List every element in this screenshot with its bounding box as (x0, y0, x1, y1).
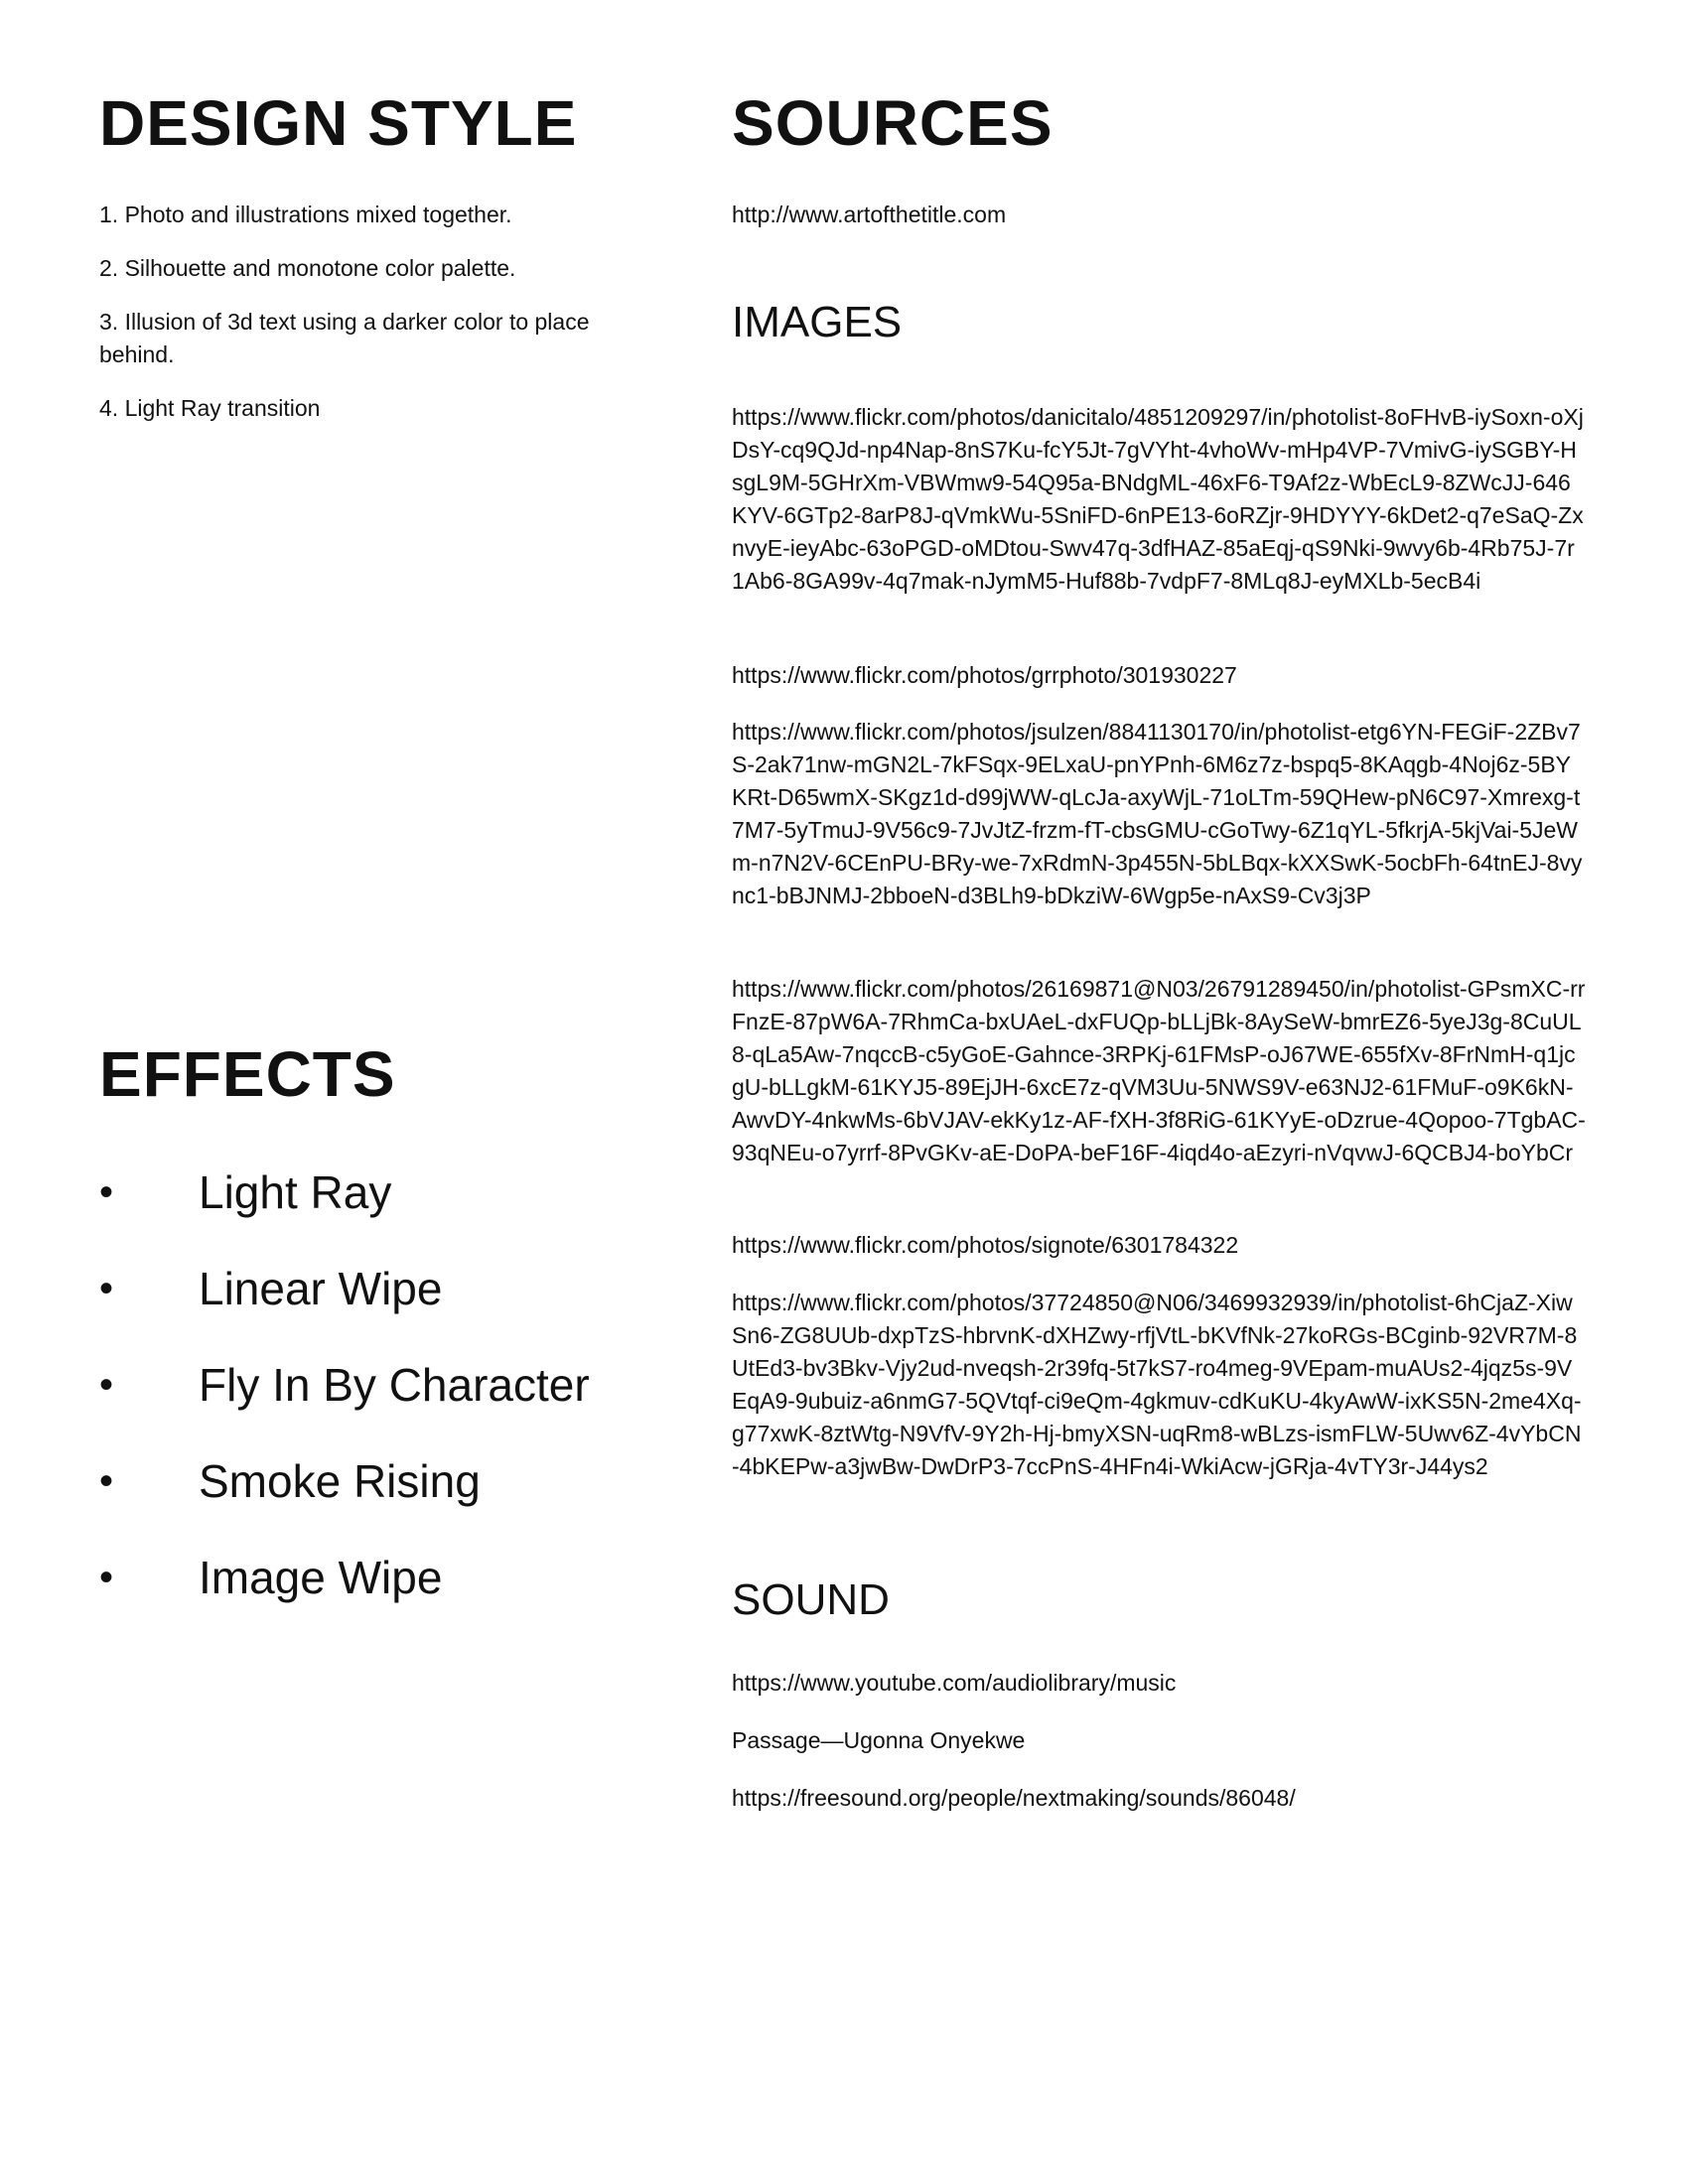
design-style-heading: DESIGN STYLE (99, 87, 578, 159)
bullet-icon: • (99, 1556, 114, 1599)
bullet-icon: • (99, 1363, 114, 1407)
sources-link[interactable]: http://www.artofthetitle.com (732, 202, 1007, 227)
effects-item-label: Light Ray (199, 1166, 392, 1218)
effects-item-smoke-rising (99, 1433, 590, 1530)
effects-item-image-wipe (99, 1530, 590, 1626)
sound-credit: Passage—Ugonna Onyekwe (732, 1727, 1026, 1753)
bullet-icon: • (99, 1170, 114, 1214)
design-style-item-3: 3. Illusion of 3d text using a darker color to place behind. (99, 309, 590, 367)
design-style-item-4: 4. Light Ray transition (99, 395, 321, 421)
effects-item-label: Smoke Rising (199, 1455, 481, 1507)
images-link-4[interactable]: https://www.flickr.com/photos/26169871@N03/26791289450/in/photolist-GPsmXC-rrFnzE-87pW6A-7RhmCa-bxUAeL-dxFUQp-bLLjBk-8AySeW-bmrEZ6-5yeJ3g-8CuUL8-qLa5Aw-7nqccB-c5yGoE-Gahnce-3RPKj-61FMsP-oJ67WE-655fXv-8FrNmH-q1jcgU-bLLgkM-61KYJ5-89EjJH-6xcE7z-qVM3Uu-5NWS9V-e63NJ2-61FMuF-o9K6kN-AwvDY-4nkwMs-6bVJAV-ekKy1z-AF-fXH-3f8RiG-61KYyE-oDzrue-4Qopoo-7TgbAC-93qNEu-o7yrrf-8PvGKv-aE-DoPA-beF16F-4iqd4o-aEzyri-nVqvwJ-6QCBJ4-boYbCr (732, 976, 1586, 1165)
sound-heading: SOUND (732, 1575, 890, 1624)
effects-item-fly-in (99, 1337, 590, 1433)
sources-heading: SOURCES (732, 87, 1054, 159)
effects-item-label: Image Wipe (199, 1552, 443, 1603)
design-style-list (99, 199, 655, 446)
effects-item-label: Linear Wipe (199, 1263, 443, 1314)
effects-heading: EFFECTS (99, 1038, 396, 1110)
images-link-3[interactable]: https://www.flickr.com/photos/jsulzen/8841130170/in/photolist-etg6YN-FEGiF-2ZBv7S-2ak71nw-mGN2L-7kFSqx-9ELxaU-pnYPnh-6M6z7z-bspq5-8KAqgb-4Noj6z-5BYKRt-D65wmX-SKgz1d-d99jWW-qLcJa-axyWjL-71oLTm-59QHew-pN6C97-Xmrexg-t7M7-5yTmuJ-9V56c9-7JvJtZ-frzm-fT-cbsGMU-cGoTwy-6Z1qYL-5fkrjA-5kjVai-5JeWm-n7N2V-6CEnPU-BRy-we-7xRdmN-3p455N-5bLBqx-kXXSwK-5ocbFh-64tnEJ-8vync1-bBJNMJ-2bboeN-d3BLh9-bDkziW-6Wgp5e-nAxS9-Cv3j3P (732, 719, 1583, 908)
bullet-icon: • (99, 1459, 114, 1503)
design-style-item-1: 1. Photo and illustrations mixed together. (99, 202, 512, 227)
images-link-5[interactable]: https://www.flickr.com/photos/signote/6301784322 (732, 1232, 1239, 1258)
effects-list (99, 1145, 590, 1626)
images-link-6[interactable]: https://www.flickr.com/photos/37724850@N06/3469932939/in/photolist-6hCjaZ-XiwSn6-ZG8UUb-dxpTzS-hbrvnK-dXHZwy-rfjVtL-bKVfNk-27koRGs-BCginb-92VR7M-8UtEd3-bv3Bkv-Vjy2ud-nveqsh-2r39fq-5t7kS7-ro4meg-9VEpam-muAUs2-4jqz5s-9VEqA9-9ubuiz-a6nmG7-5QVtqf-ci9eQm-4gkmuv-cdKuKU-4kyAwW-ixKS5N-2me4Xq-g77xwK-8ztWtg-N9VfV-9Y2h-Hj-bmyXSN-uqRm8-wBLzs-ismFLW-5Uwv6Z-4vYbCN-4bKEPw-a3jwBw-DwDrP3-7ccPnS-4HFn4i-WkiAcw-jGRja-4vTY3r-J44ys2 (732, 1290, 1582, 1479)
design-style-item-2: 2. Silhouette and monotone color palette. (99, 255, 516, 281)
sound-link-2[interactable]: https://freesound.org/people/nextmaking/sounds/86048/ (732, 1785, 1296, 1811)
bullet-icon: • (99, 1267, 114, 1310)
effects-item-linear-wipe (99, 1241, 590, 1337)
effects-item-label: Fly In By Character (199, 1359, 590, 1411)
images-link-1[interactable]: https://www.flickr.com/photos/danicitalo/4851209297/in/photolist-8oFHvB-iySoxn-oXjDsY-cq9QJd-np4Nap-8nS7Ku-fcY5Jt-7gVYht-4vhoWv-mHp4VP-7VmivG-iySGBY-HsgL9M-5GHrXm-VBWmw9-54Q95a-BNdgML-46xF6-T9Af2z-WbEcL9-8ZWcJJ-646KYV-6GTp2-8arP8J-qVmkWu-5SniFD-6nPE13-6oRZjr-9HDYYY-6kDet2-q7eSaQ-ZxnvyE-ieyAbc-63oPGD-oMDtou-Swv47q-3dfHAZ-85aEqj-qS9Nki-9wvy6b-4Rb75J-7r1Ab6-8GA99v-4q7mak-nJymM5-Huf88b-7vdpF7-8MLq8J-eyMXLb-5ecB4i (732, 404, 1584, 594)
images-heading: IMAGES (732, 298, 903, 346)
images-link-2[interactable]: https://www.flickr.com/photos/grrphoto/301930227 (732, 662, 1237, 688)
effects-item-light-ray (99, 1145, 590, 1241)
sound-link-1[interactable]: https://www.youtube.com/audiolibrary/music (732, 1670, 1177, 1696)
